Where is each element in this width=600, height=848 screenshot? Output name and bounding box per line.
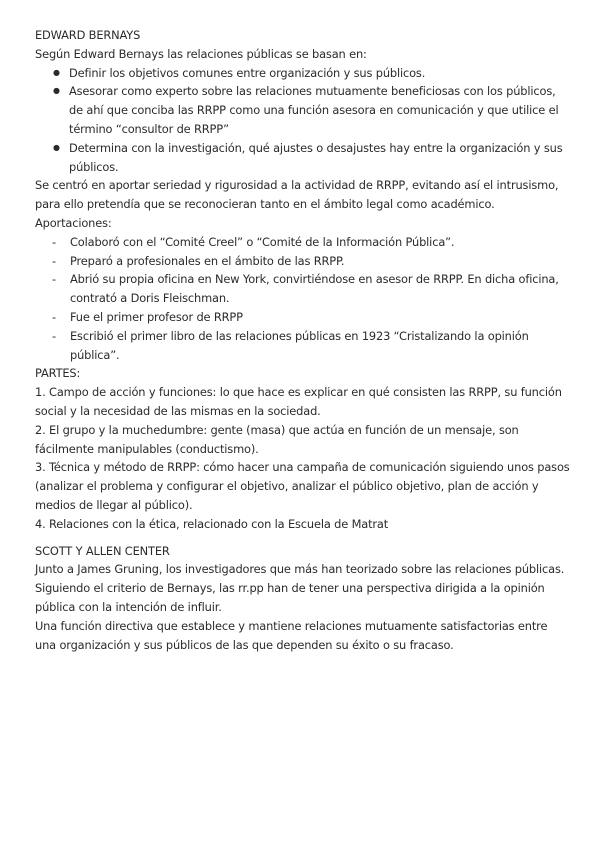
bullet-item: ● Definir los objetivos comunes entre organización y sus públicos. [35, 64, 570, 83]
contributions-label: Aportaciones: [35, 215, 112, 230]
bullet-item: ● Asesorar como experto sobre las relaciones mutuamente beneficiosas con los públicos, de ahí que conciba las RRPP como una función asesora en comunicación y que utilice el término “consultor de RRPP” [35, 82, 570, 138]
bullet-item: ● Determina con la investigación, qué ajustes o desajustes hay entre la organización y sus públicos. [35, 139, 570, 177]
part-item: 2. El grupo y la muchedumbre: gente (masa) que actúa en función de un mensaje, son fácilmente manipulables (conductismo). [35, 422, 519, 456]
contribution-item: - Fue el primer profesor de RRPP [35, 308, 570, 327]
contribution-item: - Colaboró con el “Comité Creel” o “Comité de la Información Pública”. [35, 233, 570, 252]
contribution-item: - Preparó a profesionales en el ámbito de las RRPP. [35, 252, 570, 271]
contribution-item: - Escribió el primer libro de las relaciones públicas en 1923 “Cristalizando la opinión pública”. [35, 327, 570, 365]
parts-label: PARTES: [35, 366, 81, 381]
part-item: 4. Relaciones con la ética, relacionado con la Escuela de Matrat [35, 516, 389, 531]
contribution-item: - Abrió su propia oficina en New York, convirtiéndose en asesor de RRPP. En dicha oficina, contrató a Doris Fleischman. [35, 270, 570, 308]
body-paragraph: Junto a James Gruning, los investigadores que más han teorizado sobre las relaciones públicas. [35, 562, 565, 577]
body-paragraph: Siguiendo el criterio de Bernays, las rr.pp han de tener una perspectiva dirigida a la opinión pública con la intención de influir. [35, 581, 545, 614]
contributions-list [35, 233, 570, 365]
section-heading-bernays: EDWARD BERNAYS [35, 28, 141, 42]
body-paragraph: Una función directiva que establece y mantiene relaciones mutuamente satisfactorias entre una organización y sus públicos de las que dependen su éxito o su fracaso. [35, 618, 548, 652]
body-paragraph: Se centró en aportar seriedad y rigurosidad a la actividad de RRPP, evitando así el intrusismo, para ello pretendía que se reconocieran tanto en el ámbito legal como académico. [35, 178, 559, 212]
part-item: 3. Técnica y método de RRPP: cómo hacer una campaña de comunicación siguiendo unos pasos (analizar el problema y configurar el objetivo, analizar el público objetivo, plan de acción y medios de llegar al público). [35, 460, 570, 512]
part-item: 1. Campo de acción y funciones: lo que hace es explicar en qué consisten las RRPP, su función social y la necesidad de las mismas en la sociedad. [35, 385, 562, 418]
bullet-list [35, 64, 570, 177]
intro-text: Según Edward Bernays las relaciones públicas se basan en: [35, 46, 367, 61]
section-heading-scott-center: SCOTT Y ALLEN CENTER [35, 543, 170, 558]
